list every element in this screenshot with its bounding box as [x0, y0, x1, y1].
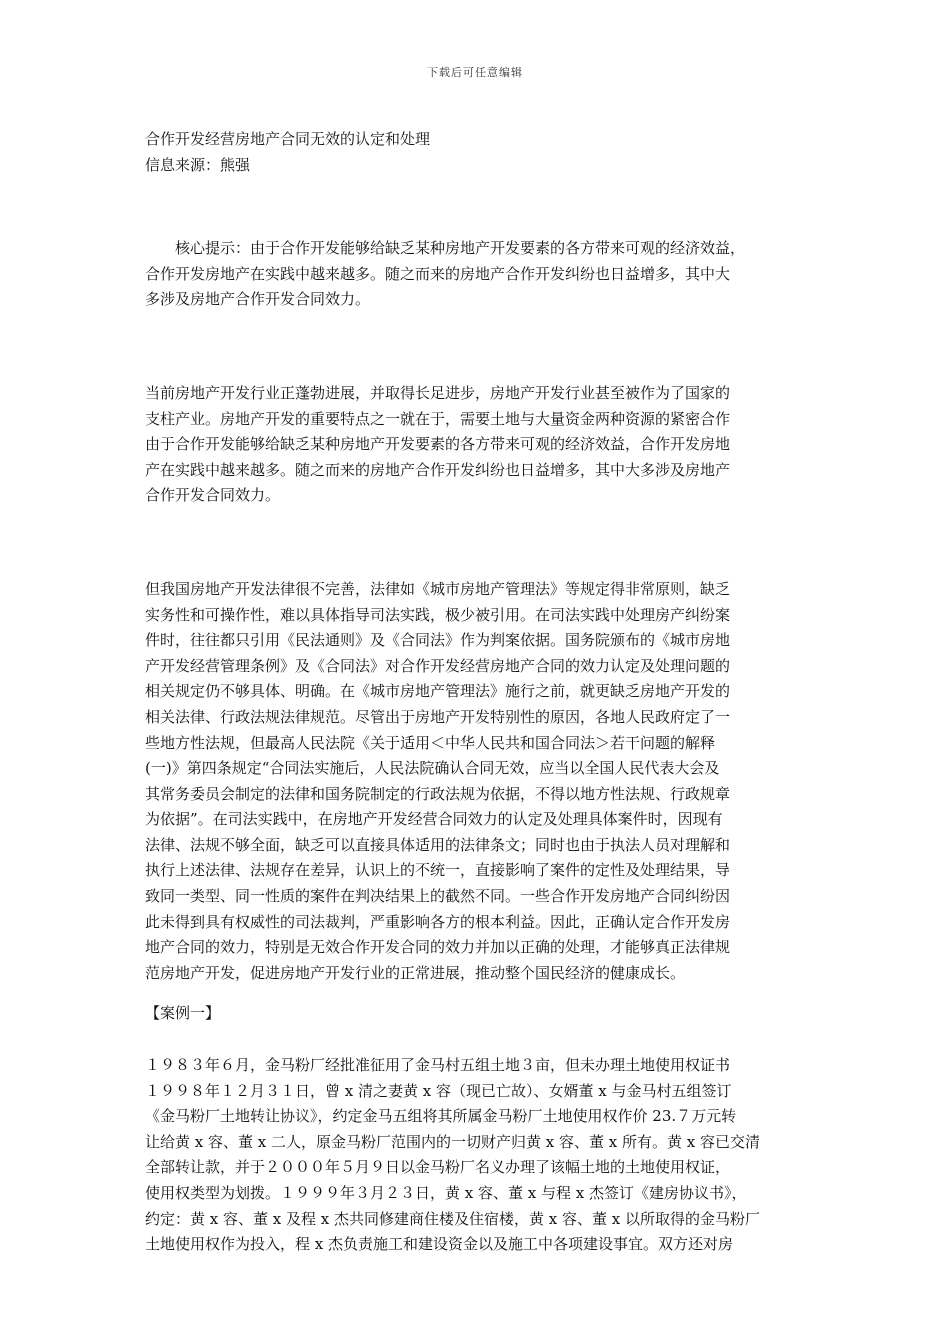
summary-line: 合作开发房地产在实践中越来越多。随之而来的房地产合作开发纠纷也日益增多，其中大 [145, 264, 731, 283]
paragraph-line: 件时，往往都只引用《民法通则》及《合同法》作为判案依据。国务院颁布的《城市房地 [145, 631, 731, 650]
document-body [145, 127, 813, 1258]
paragraph-line: 范房地产开发，促进房地产开发行业的正常进展，推动整个国民经济的健康成长。 [145, 963, 686, 982]
paragraph-line: 为依据”。在司法实践中，在房地产开发经营合同效力的认定及处理具体案件时，因现有 [145, 810, 723, 829]
paragraph-line: 土地使用权作为投入，程 x 杰负责施工和建设资金以及施工中各项建设事宜。双方还对房 [145, 1235, 733, 1254]
paragraph-line: 让给黄 x 容、董 x 二人，原金马粉厂范围内的一切财产归黄 x 容、董 x 所有。黄 x 容已交清 [145, 1132, 760, 1151]
body-paragraph-3 [145, 1053, 813, 1258]
paragraph-line: 法律、法规不够全面，缺乏可以直接具体适用的法律条文；同时也由于执法人员对理解和 [145, 835, 731, 854]
paragraph-line: 全部转让款，并于２０００年５月９日以金马粉厂名义办理了该幅土地的土地使用权证， [145, 1158, 731, 1177]
summary-line: 核心提示：由于合作开发能够给缺乏某种房地产开发要素的各方带来可观的经济效益， [175, 239, 746, 258]
paragraph-line: 地产合同的效力，特别是无效合作开发合同的效力并加以正确的处理，才能够真正法律规 [145, 938, 731, 957]
paragraph-line: １９８３年６月，金马粉厂经批准征用了金马村五组土地３亩，但未办理土地使用权证书 [145, 1056, 731, 1075]
paragraph-line: 其常务委员会制定的法律和国务院制定的行政法规为依据，不得以地方性法规、行政规章 [145, 784, 731, 803]
paragraph-line: 《金马粉厂土地转让协议》，约定金马五组将其所属金马粉厂土地使用权作价 23.７万元转 [145, 1107, 737, 1126]
paragraph-line: 约定：黄 x 容、董 x 及程 x 杰共同修建商住楼及住宿楼，黄 x 容、董 x 以所取得的金马粉厂 [145, 1209, 760, 1228]
document-title: 合作开发经营房地产合同无效的认定和处理 [145, 130, 431, 148]
paragraph-line: 些地方性法规，但最高人民法院《关于适用＜中华人民共和国合同法＞若干问题的解释 [145, 733, 716, 752]
paragraph-line: 产在实践中越来越多。随之而来的房地产合作开发纠纷也日益增多，其中大多涉及房地产 [145, 460, 731, 479]
paragraph-line: 此未得到具有权威性的司法裁判，严重影响各方的根本利益。因此，正确认定合作开发房 [145, 912, 731, 931]
paragraph-line: 但我国房地产开发法律很不完善，法律如《城市房地产管理法》等规定得非常原则，缺乏 [145, 579, 731, 598]
summary-paragraph [145, 236, 813, 313]
document-source: 信息来源：熊强 [145, 155, 251, 174]
body-paragraph-1 [145, 381, 813, 509]
paragraph-line: 合作开发合同效力。 [145, 486, 281, 505]
case-heading: 【案例一】 [145, 1004, 221, 1023]
paragraph-line: 使用权类型为划拨。１９９９年３月２３日，黄 x 容、董 x 与程 x 杰签订《建房协议书》， [145, 1184, 747, 1202]
paragraph-line: １９９８年１２月３１日，曾 x 清之妻黄 x 容（现已亡故）、女婿董 x 与金马村五组签订 [145, 1081, 732, 1100]
header-note: 下载后可任意编辑 [427, 66, 523, 79]
paragraph-line: (一)》第四条规定“合同法实施后，人民法院确认合同无效，应当以全国人民代表大会及 [145, 759, 720, 778]
paragraph-line: 致同一类型、同一性质的案件在判决结果上的截然不同。一些合作开发房地产合同纠纷因 [145, 887, 731, 906]
paragraph-line: 支柱产业。房地产开发的重要特点之一就在于，需要土地与大量资金两种资源的紧密合作 [145, 409, 731, 428]
paragraph-line: 产开发经营管理条例》及《合同法》对合作开发经营房地产合同的效力认定及处理问题的 [145, 656, 731, 675]
summary-line: 多涉及房地产合作开发合同效力。 [145, 290, 371, 309]
paragraph-line: 当前房地产开发行业正蓬勃进展，并取得长足进步，房地产开发行业甚至被作为了国家的 [145, 383, 731, 402]
paragraph-line: 由于合作开发能够给缺乏某种房地产开发要素的各方带来可观的经济效益，合作开发房地 [145, 435, 731, 454]
paragraph-line: 执行上述法律、法规存在差异，认识上的不统一，直接影响了案件的定性及处理结果，导 [145, 861, 731, 880]
paragraph-line: 相关法律、行政法规法律规范。尽管出于房地产开发特别性的原因，各地人民政府定了一 [145, 707, 731, 726]
paragraph-line: 实务性和可操作性，难以具体指导司法实践，极少被引用。在司法实践中处理房产纠纷案 [145, 605, 731, 624]
paragraph-line: 相关规定仍不够具体、明确。在《城市房地产管理法》施行之前，就更缺乏房地产开发的 [145, 682, 731, 701]
body-paragraph-2 [145, 577, 813, 987]
